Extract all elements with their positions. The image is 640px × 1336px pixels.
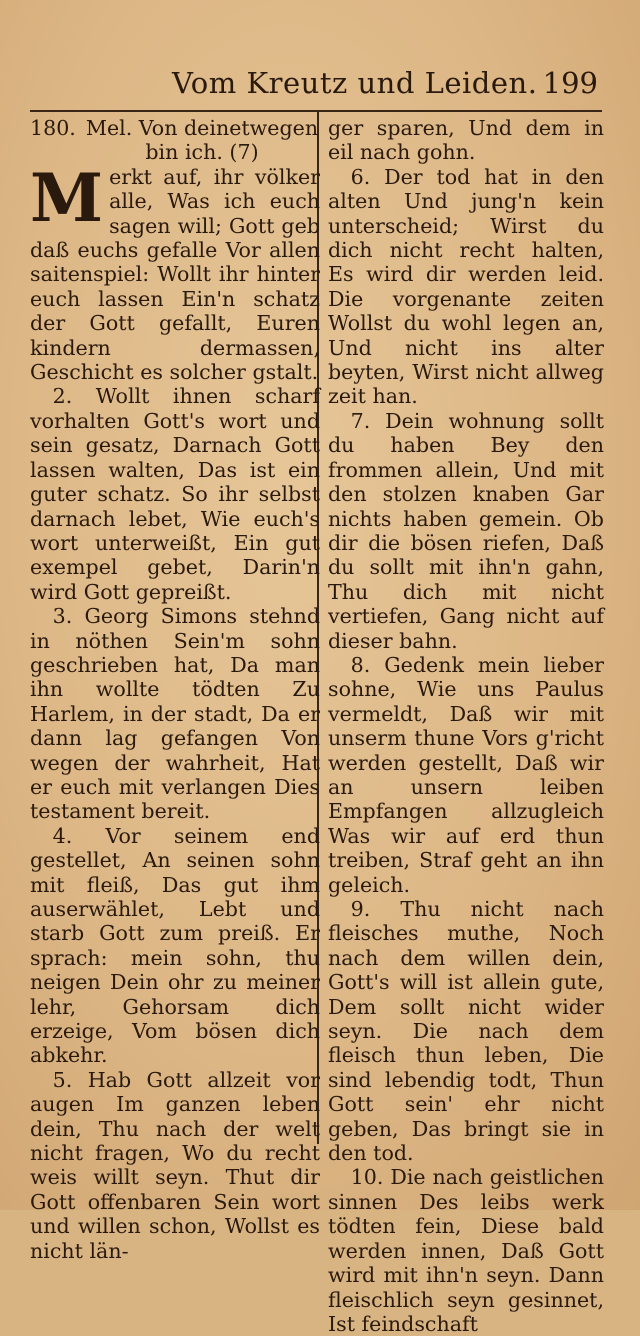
stanza-8: 8. Gedenk mein lieber sohne, Wie uns Paulus vermeldt, Daß wir mit unserm thune Vors g'richt werden gestellt, Daß wir an unsern leiben Empfangen allzugleich Was wir auf erd thun treiben, Straf geht an ihn geleich.: [328, 652, 604, 897]
stanza-9: 9. Thu nicht nach fleisches muthe, Noch nach dem willen dein, Gott's will ist allein gute, Dem sollt nicht wider seyn. Die nach dem fleisch thun leben, Die sind lebendig todt, Thun Gott sein' ehr nicht geben, Das bringt sie in den tod.: [328, 897, 604, 1166]
page-number: 199: [542, 66, 598, 100]
page-header: [30, 60, 602, 112]
stanza-5-continuation: ger sparen, Und dem in eil nach gohn.: [328, 116, 604, 165]
stanza-3: 3. Georg Simons stehnd in nöthen Sein'm sohn geschrieben hat, Da man ihn wollte tödten Zu Harlem, in der stadt, Da er dann lag gefangen Von wegen der wahrheit, Hat er euch mit verlangen Dies testament bereit.: [30, 604, 320, 824]
hymn-number: 180.: [30, 116, 76, 140]
running-title: Vom Kreutz und Leiden.: [172, 66, 538, 100]
hymn-heading: [30, 116, 320, 165]
stanza-4: 4. Vor seinem end gestellet, An seinen sohn mit fleiß, Das gut ihm auserwählet, Lebt und starb Gott zum preiß. Er sprach: mein sohn, thu neigen Dein ohr zu meiner lehr, Gehorsam dich erzeige, Vom bösen dich abkehr.: [30, 823, 320, 1068]
stanza-2: 2. Wollt ihnen scharf vorhalten Gott's wort und sein gesatz, Darnach Gott lassen walten, Das ist ein guter schatz. So ihr selbst darnach lebet, Wie euch's wort unterweißt, Ein gut exempel gebet, Darin'n wird Gott gepreißt.: [30, 384, 320, 604]
right-column: [328, 116, 604, 1336]
stanza-6: 6. Der tod hat in den alten Und jung'n kein unterscheid; Wirst du dich nicht recht halten, Es wird dir werden leid. Die vorgenante zeiten Wollst du wohl legen an, Und nicht ins alter beyten, Wirst nicht allweg zeit han.: [328, 164, 604, 409]
hymn-melody: Mel. Von deinetwegen bin ich. (7): [85, 116, 319, 165]
stanza-10: 10. Die nach geistlichen sinnen Des leibs werk tödten fein, Diese bald werden innen, Daß Gott wird mit ihn'n seyn. Dann fleischlich seyn gesinnet, Ist feindschaft: [328, 1165, 604, 1336]
drop-cap: M: [30, 158, 104, 237]
left-column: [30, 116, 320, 1263]
stanza-1-text: erkt auf, ihr völker alle, Was ich euch sagen will; Gott geb daß euchs gefalle Vor allen saitenspiel: Wollt ihr hinter euch lassen Ein'n schatz der Gott gefallt, Euren kindern dermassen, Geschicht es solcher gstalt.: [30, 164, 320, 385]
stanza-7: 7. Dein wohnung sollt du haben Bey den frommen allein, Und mit den stolzen knaben Gar nichts haben gemein. Ob dir die bösen riefen, Daß du sollt mit ihn'n gahn, Thu dich mit nicht vertiefen, Gang nicht auf dieser bahn.: [328, 408, 604, 653]
stanza-1: [30, 158, 320, 385]
stanza-5: 5. Hab Gott allzeit vor augen Im ganzen leben dein, Thu nach der welt nicht fragen, Wo du recht weis willt seyn. Thut dir Gott offenbaren Sein wort und willen schon, Wollst es nicht län-: [30, 1067, 320, 1263]
